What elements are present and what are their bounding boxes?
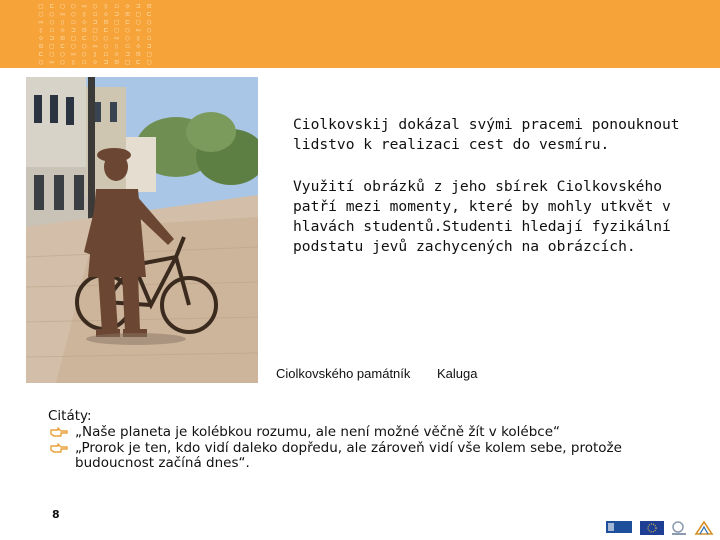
decorative-glyph: ◇ bbox=[92, 58, 98, 66]
decorative-glyph: ◯ bbox=[103, 34, 108, 42]
decorative-glyph: ○ bbox=[125, 34, 130, 42]
decorative-glyph: ⊡ bbox=[38, 42, 44, 50]
decorative-glyph: ▯ bbox=[60, 18, 65, 26]
decorative-glyph-pattern bbox=[36, 2, 154, 66]
decorative-glyph: ⊡ bbox=[114, 58, 119, 66]
decorative-glyph: ◇ bbox=[114, 50, 119, 58]
decorative-glyph: ⊐ bbox=[136, 2, 141, 10]
decorative-glyph: ⊐ bbox=[146, 42, 152, 50]
decorative-glyph: ○ bbox=[92, 2, 98, 10]
decorative-glyph: ▢ bbox=[92, 34, 98, 42]
statue-photo bbox=[26, 77, 258, 383]
decorative-glyph: ⊡ bbox=[82, 26, 87, 34]
decorative-glyph: ⊏ bbox=[103, 26, 108, 34]
decorative-glyph: ○ bbox=[71, 10, 76, 18]
photo-caption-left: Ciolkovského památník bbox=[276, 366, 411, 381]
decorative-glyph: □ bbox=[125, 58, 130, 66]
quote-text: „Naše planeta je kolébkou rozumu, ale není možné věčně žít v kolébce“ bbox=[75, 424, 561, 440]
decorative-glyph: ◇ bbox=[60, 26, 65, 34]
decorative-glyph: ⊐ bbox=[49, 34, 54, 42]
quotes-heading: Citáty: bbox=[48, 408, 92, 424]
paragraph-2: Využití obrázků z jeho sbírek Ciolkovského patří mezi momenty, které by mohly utkvět v hlavách studentů.Studenti hledají fyzikální podstatu jevů zachycených na obrázcích. bbox=[293, 178, 671, 255]
esf-logo bbox=[606, 521, 632, 533]
decorative-glyph: ▭ bbox=[49, 58, 54, 66]
quote-text: „Prorok je ten, kdo vidí daleko dopředu, ale zároveň vidí vše kolem sebe, protože budoucnost začíná dnes“. bbox=[75, 440, 622, 471]
decorative-glyph: ▭ bbox=[38, 18, 44, 26]
decorative-glyph: ◻ bbox=[82, 58, 87, 66]
decorative-glyph: ◻ bbox=[146, 34, 152, 42]
decorative-glyph: ⊡ bbox=[60, 34, 65, 42]
op-logo bbox=[696, 522, 712, 534]
decorative-glyph: □ bbox=[49, 42, 54, 50]
decorative-glyph: ◯ bbox=[125, 26, 130, 34]
decorative-glyph: ⊏ bbox=[82, 34, 87, 42]
decorative-glyph: ⊏ bbox=[49, 2, 54, 10]
photo-caption-right: Kaluga bbox=[437, 366, 478, 381]
decorative-glyph: ⊏ bbox=[60, 42, 65, 50]
decorative-glyph: ▯ bbox=[38, 26, 44, 34]
paragraph-1: Ciolkovskij dokázal svými pracemi ponouknout lidstvo k realizaci cest do vesmíru. bbox=[293, 116, 680, 153]
quotes-section bbox=[48, 409, 688, 472]
decorative-glyph: ⊐ bbox=[125, 50, 130, 58]
decorative-glyph: ◯ bbox=[38, 58, 44, 66]
decorative-glyph: ▭ bbox=[114, 34, 119, 42]
decorative-glyph: ◯ bbox=[82, 42, 87, 50]
decorative-glyph: ○ bbox=[103, 42, 108, 50]
decorative-glyph: ▭ bbox=[60, 10, 65, 18]
decorative-glyph: ▢ bbox=[136, 18, 141, 26]
decorative-glyph: ⊏ bbox=[146, 10, 152, 18]
decorative-glyph: ◇ bbox=[38, 34, 44, 42]
decorative-glyph: ◇ bbox=[82, 18, 87, 26]
decorative-glyph: ▢ bbox=[71, 42, 76, 50]
decorative-glyph: ○ bbox=[49, 18, 54, 26]
page-number: 8 bbox=[52, 508, 60, 521]
decorative-glyph: ⊐ bbox=[71, 26, 76, 34]
pointing-hand-icon bbox=[50, 427, 68, 438]
ministry-logo bbox=[672, 522, 686, 535]
decorative-glyph: ◇ bbox=[136, 42, 141, 50]
decorative-glyph: ⊡ bbox=[136, 50, 141, 58]
decorative-glyph: ◯ bbox=[60, 50, 65, 58]
decorative-glyph: ○ bbox=[82, 50, 87, 58]
decorative-glyph: □ bbox=[92, 26, 98, 34]
decorative-glyph: ⊐ bbox=[103, 58, 108, 66]
decorative-glyph: ▯ bbox=[82, 10, 87, 18]
decorative-glyph: ⊡ bbox=[125, 10, 130, 18]
decorative-glyph: ▢ bbox=[60, 2, 65, 10]
decorative-glyph: ⊐ bbox=[114, 10, 119, 18]
decorative-glyph: ◇ bbox=[103, 10, 108, 18]
decorative-glyph: □ bbox=[71, 34, 76, 42]
decorative-glyph: ⊏ bbox=[136, 58, 141, 66]
decorative-glyph: ○ bbox=[60, 58, 65, 66]
decorative-glyph: ◇ bbox=[125, 2, 130, 10]
decorative-glyph: ◻ bbox=[125, 42, 130, 50]
decorative-glyph: □ bbox=[136, 10, 141, 18]
decorative-glyph: ▢ bbox=[146, 58, 152, 66]
decorative-glyph: ▯ bbox=[71, 58, 76, 66]
header-band bbox=[0, 0, 720, 68]
decorative-glyph: ▢ bbox=[114, 26, 119, 34]
quote-item bbox=[48, 425, 688, 440]
decorative-glyph: ▯ bbox=[114, 42, 119, 50]
decorative-glyph: ▭ bbox=[136, 26, 141, 34]
decorative-glyph: ◻ bbox=[71, 18, 76, 26]
eu-flag-logo bbox=[640, 521, 664, 535]
description-text bbox=[293, 115, 693, 279]
decorative-glyph: ▯ bbox=[136, 34, 141, 42]
decorative-glyph: ◻ bbox=[103, 50, 108, 58]
decorative-glyph: ◯ bbox=[71, 2, 76, 10]
decorative-glyph: ⊐ bbox=[92, 18, 98, 26]
decorative-glyph: □ bbox=[146, 50, 152, 58]
decorative-glyph: ⊏ bbox=[38, 50, 44, 58]
decorative-glyph: ▯ bbox=[103, 2, 108, 10]
decorative-glyph: ○ bbox=[146, 26, 152, 34]
decorative-glyph: ◯ bbox=[49, 10, 54, 18]
decorative-glyph: ▭ bbox=[71, 50, 76, 58]
statue-with-bicycle-image bbox=[26, 77, 258, 383]
decorative-glyph: □ bbox=[114, 18, 119, 26]
decorative-glyph: ▯ bbox=[92, 50, 98, 58]
decorative-glyph: ⊡ bbox=[146, 2, 152, 10]
eu-funding-logos bbox=[604, 518, 716, 538]
decorative-glyph: ◻ bbox=[92, 10, 98, 18]
decorative-glyph: □ bbox=[38, 2, 44, 10]
decorative-glyph: ◻ bbox=[49, 26, 54, 34]
decorative-glyph: ▢ bbox=[49, 50, 54, 58]
decorative-glyph: ◯ bbox=[146, 18, 152, 26]
decorative-glyph: ⊏ bbox=[125, 18, 130, 26]
decorative-glyph: ▭ bbox=[92, 42, 98, 50]
decorative-glyph: ▢ bbox=[38, 10, 44, 18]
pointing-hand-icon bbox=[50, 443, 68, 454]
decorative-glyph: ◻ bbox=[114, 2, 119, 10]
decorative-glyph: ▭ bbox=[82, 2, 87, 10]
quote-item bbox=[48, 441, 688, 471]
decorative-glyph: ⊡ bbox=[103, 18, 108, 26]
